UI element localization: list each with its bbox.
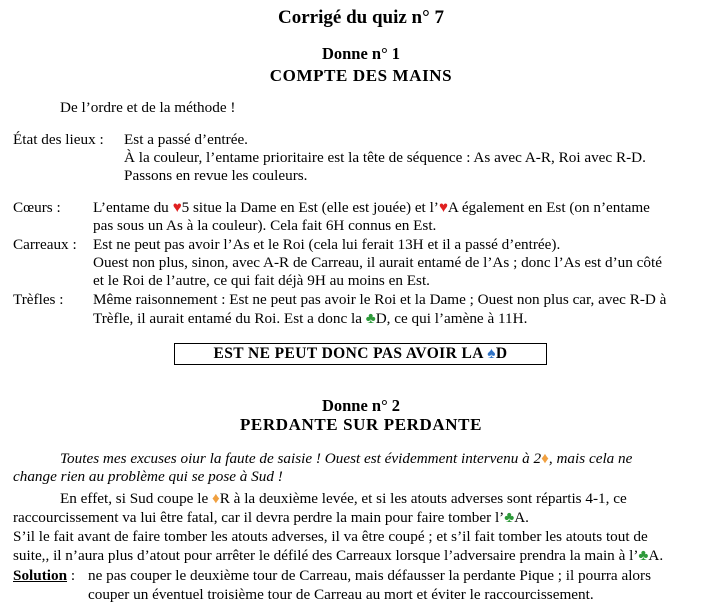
trefles-line-1: Même raisonnement : Est ne peut pas avoir le Roi et la Dame ; Ouest non plus car, avec R-D à <box>93 291 667 308</box>
donne2-p1-line-2: raccourcissement va lui être fatal, car il devra perdre la main pour faire tomber l’♣A. <box>13 509 529 526</box>
solution-line-1: ne pas couper le deuxième tour de Carreau, mais défausser la perdante Pique ; il pourra alors <box>88 567 651 584</box>
coeurs-line-2: pas sous un As à la couleur). Cela fait 6H connus en Est. <box>93 217 437 234</box>
club-icon: ♣ <box>365 310 376 327</box>
donne2-p2-line-1: S’il le fait avant de faire tomber les atouts adverses, il va être coupé ; et s’il fait tomber les atouts tout de <box>13 528 648 545</box>
trefles-label: Trèfles : <box>13 291 64 308</box>
carreaux-line-2: Ouest non plus, sinon, avec A-R de Carreau, il aurait entamé de l’As ; donc l’As est d’un côté <box>93 254 662 271</box>
donne1-heading: Donne n° 1 <box>321 44 401 63</box>
club-icon: ♣ <box>504 509 515 526</box>
solution-label: Solution : <box>13 567 76 584</box>
spade-icon: ♠ <box>487 345 496 362</box>
carreaux-label: Carreaux : <box>13 236 77 253</box>
donne2-italic-line-1: Toutes mes excuses oiur la faute de saisie ! Ouest est évidemment intervenu à 2♦, mais cela ne <box>60 450 633 467</box>
donne2-p2-line-2: suite,, il n’aura plus d’atout pour arrêter le défilé des Carreaux lorsque l’adversaire prendra la main à l’♣A. <box>13 547 664 564</box>
donne1-subtitle: COMPTE DES MAINS <box>269 66 453 85</box>
diamond-icon: ♦ <box>541 450 549 467</box>
etat-label: État des lieux : <box>13 131 104 148</box>
carreaux-line-1: Est ne peut pas avoir l’As et le Roi (cela lui ferait 13H et il a passé d’entrée). <box>93 236 561 253</box>
conclusion-box: EST NE PEUT DONC PAS AVOIR LA ♠D <box>174 343 547 365</box>
donne2-p1-line-1: En effet, si Sud coupe le ♦R à la deuxième levée, et si les atouts adverses sont répartis 4-1, ce <box>60 490 627 507</box>
club-icon: ♣ <box>638 547 649 564</box>
trefles-line-2: Trèfle, il aurait entamé du Roi. Est a donc la ♣D, ce qui l’amène à 11H. <box>93 310 528 327</box>
solution-line-2: couper un éventuel troisième tour de Carreau au mort et éviter le raccourcissement. <box>88 586 594 603</box>
donne2-heading: Donne n° 2 <box>321 396 401 415</box>
etat-line-2: À la couleur, l’entame prioritaire est la tête de séquence : As avec A-R, Roi avec R-D. <box>124 149 646 166</box>
page-title: Corrigé du quiz n° 7 <box>278 7 444 28</box>
coeurs-line-1: L’entame du ♥5 situe la Dame en Est (elle est jouée) et l’♥A également en Est (on n’entame <box>93 199 650 216</box>
diamond-icon: ♦ <box>211 490 220 507</box>
donne2-italic-line-2: change rien au problème qui se pose à Sud ! <box>13 468 283 485</box>
etat-line-3: Passons en revue les couleurs. <box>124 167 308 184</box>
donne2-subtitle: PERDANTE SUR PERDANTE <box>239 415 483 434</box>
heart-icon: ♥ <box>438 199 448 216</box>
donne1-intro: De l’ordre et de la méthode ! <box>60 99 236 116</box>
heart-icon: ♥ <box>172 199 182 216</box>
etat-line-1: Est a passé d’entrée. <box>124 131 248 148</box>
carreaux-line-3: et le Roi de l’autre, ce qui fait déjà 9H au moins en Est. <box>93 272 430 289</box>
coeurs-label: Cœurs : <box>13 199 61 216</box>
